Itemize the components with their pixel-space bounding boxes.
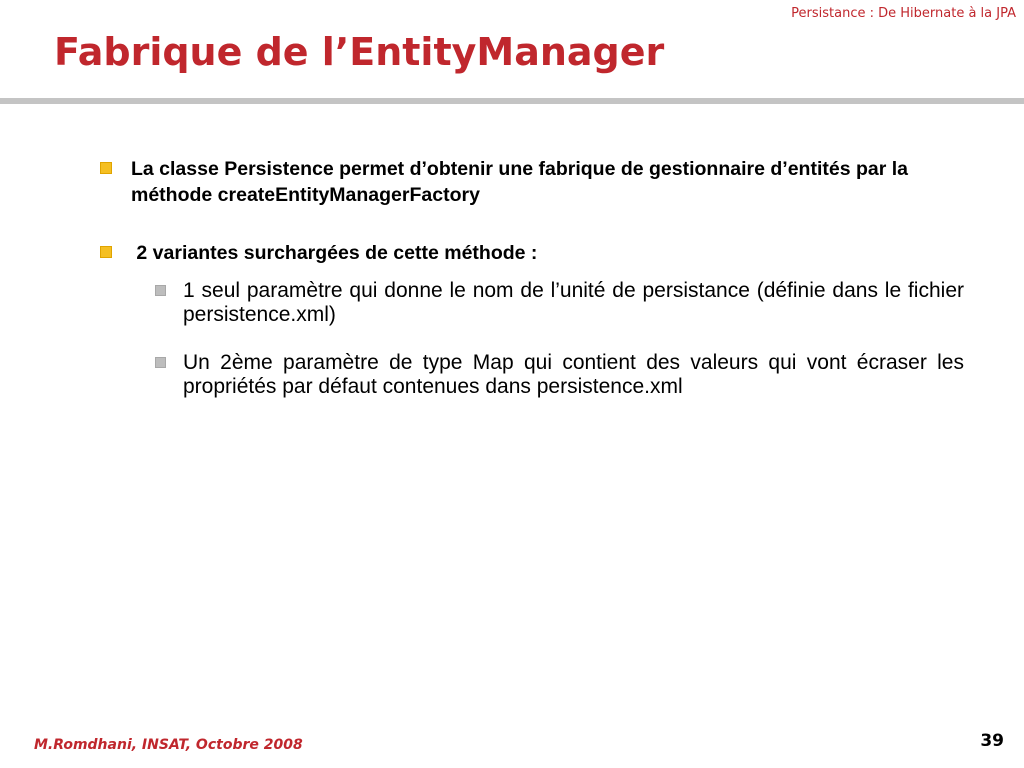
square-bullet-icon	[100, 162, 112, 174]
bullet-item	[100, 156, 966, 208]
slide-title: Fabrique de l’EntityManager	[54, 30, 665, 74]
bullet-text: 2 variantes surchargées de cette méthode :	[131, 242, 538, 264]
title-divider	[0, 98, 1024, 104]
square-bullet-icon	[100, 246, 112, 258]
square-bullet-icon	[155, 357, 166, 368]
sub-bullet-item	[155, 351, 964, 399]
footer-author: M.Romdhani, INSAT, Octobre 2008	[34, 737, 303, 753]
sub-bullet-text: Un 2ème paramètre de type Map qui contient des valeurs qui vont écraser les propriétés par défaut contenues dans persistence.xml	[183, 351, 964, 398]
page-number: 39	[980, 731, 1004, 751]
sub-bullet-text: 1 seul paramètre qui donne le nom de l’unité de persistance (définie dans le fichier persistence.xml)	[183, 279, 964, 326]
bullet-item	[100, 240, 966, 266]
sub-bullet-item	[155, 279, 964, 327]
square-bullet-icon	[155, 285, 166, 296]
header-caption: Persistance : De Hibernate à la JPA	[791, 6, 1016, 21]
bullet-text: La classe Persistence permet d’obtenir une fabrique de gestionnaire d’entités par la méthode createEntityManagerFactory	[131, 158, 908, 206]
